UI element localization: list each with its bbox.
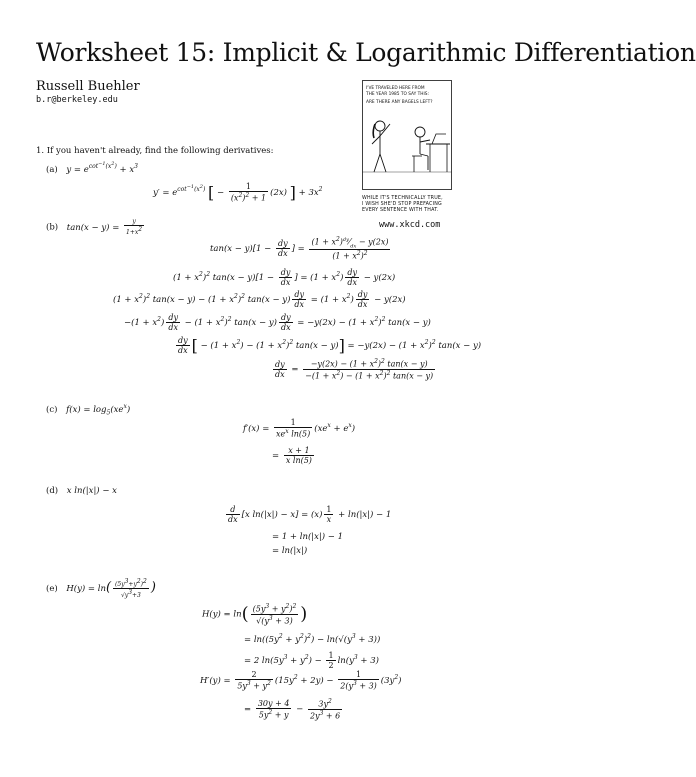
part-c-line-1: f′(x) = $\frac{1}{xe^x \ln(5)}$ $(xe^x + e^x)$ xyxy=(243,418,356,439)
svg-text:THE YEAR 1985 TO SAY THIS:: THE YEAR 1985 TO SAY THIS: xyxy=(366,92,429,97)
part-d xyxy=(46,486,117,496)
part-c-line-2: = $\frac{x + 1}{\text{x ln(5)}}$ xyxy=(272,446,312,465)
part-d-statement: x ln(|x|) − x xyxy=(66,486,117,496)
part-c-label: (c) xyxy=(46,404,58,415)
part-e-line-2: = $\ln((5y^2 + y^2)^2) - \ln(√(y^3 + 3))$ xyxy=(244,633,381,645)
part-a-label: (a) xyxy=(46,164,58,175)
part-a xyxy=(46,161,138,175)
part-b xyxy=(46,218,146,236)
author-name: Russell Buehler xyxy=(36,79,140,94)
part-a-statement: $y = e^{cot^{-1}(x^2)} + x^3$ xyxy=(66,161,138,175)
problem-intro: 1. If you haven't already, find the following derivatives: xyxy=(36,146,274,156)
part-e-line-3: = 2 $\ln(5y^3 + y^2)$ − $\frac{1}{2}$ $\ln(y^3 + 3)$ xyxy=(244,651,379,670)
part-b-line-3: $(1 + x^2)^2$ $\tan(x - y) - (1 + x^2)^2$ tan(x − y) $\frac{dy}{dx}$ = $(1 + x^2)$ $\frac{dy}{dx}$ − y(2x) xyxy=(113,290,406,309)
caption-line-2: I WISH SHE'D STOP PREFACING xyxy=(362,202,442,207)
part-b-line-1: tan(x − y)[1 − $\frac{dy}{dx}$ ] = $\frac{(1 + x^2)^{dy}⁄_{dx} - y(2x)}{(1 + x^2)^2}$ xyxy=(210,236,389,261)
part-c-statement: $f(x) = \log_5(xe^x)$ xyxy=(66,403,131,417)
comic-caption xyxy=(362,196,443,214)
caption-line-1: WHILE IT'S TECHNICALLY TRUE, xyxy=(362,196,443,201)
part-b-line-6: $\frac{dy}{dx}$ = $\frac{-y(2x) - (1 + x^2)^2 \tan(x - y)}{-(1 + x^2) - (1 + x^2)^2 \tan(x - y)}$ xyxy=(275,358,434,381)
svg-text:I'VE TRAVELED HERE FROM: I'VE TRAVELED HERE FROM xyxy=(366,86,425,91)
worksheet-title: Worksheet 15: Implicit & Logarithmic Differentiation xyxy=(36,38,696,67)
caption-line-3: EVERY SENTENCE WITH THAT. xyxy=(362,208,439,213)
part-d-line-1: $\frac{d}{dx}$ [x ln(|x|) − x] = (x) $\frac{1}{x}$ + ln(|x|) − 1 xyxy=(228,505,392,524)
part-b-line-2: $(1 + x^2)^2$ tan(x − y)[1 − $\frac{dy}{dx}$ ] = $(1 + x^2)$ $\frac{dy}{dx}$ − y(2x) xyxy=(173,268,396,287)
part-d-line-2: = 1 + ln(|x|) − 1 xyxy=(272,532,344,542)
part-d-label: (d) xyxy=(46,486,59,496)
comic-credit: www.xkcd.com xyxy=(379,220,441,230)
part-e-line-5: = $\frac{30y + 4}{5y^2 + y}$ − $\frac{3y^2}{2y^3 + 6}$ xyxy=(244,698,341,721)
part-b-label: (b) xyxy=(46,222,59,233)
part-b-line-4: $-(1 + x^2)$ $\frac{dy}{dx}$ − $(1 + x^2)^2$ tan(x − y) $\frac{dy}{dx}$ = $-y(2x) - (1 + x^2)^2$ tan(x − y) xyxy=(124,313,431,332)
part-b-statement: tan(x − y) = $\frac{y}{1+x^2}$ xyxy=(66,218,143,236)
part-d-line-3: = ln(|x|) xyxy=(272,546,308,556)
author-email: b.r@berkeley.edu xyxy=(36,95,118,105)
svg-text:ARE THERE ANY BAGELS LEFT?: ARE THERE ANY BAGELS LEFT? xyxy=(366,100,433,105)
part-e-statement: H(y) = ln( $\frac{(5y^3+y^2)^2}{√y^3+3}$ ) xyxy=(66,578,156,599)
part-e xyxy=(46,578,156,599)
xkcd-comic-image xyxy=(362,80,452,190)
part-e-line-1: H(y) = ln( $\frac{(5y^3 + y^2)^2}{√(y^3 + 3)}$ ) xyxy=(202,603,308,626)
part-c xyxy=(46,403,130,417)
part-a-solution: $y' = e^{cot^{-1}(x^2)}$ [ − $\frac{1}{(x^2)^2 + 1}$ (2x) ] + $3x^2$ xyxy=(153,182,323,203)
part-b-line-5: $\frac{dy}{dx}$ [ − $(1 + x^2) - (1 + x^2)^2$ $\tan(x - y)] = -y(2x) - (1 + x^2)^2$ tan(x − y) xyxy=(178,336,482,355)
part-e-line-4: H′(y) = $\frac{2}{5y^3 + y^2}$ $(15y^2 + 2y)$ − $\frac{1}{2(y^3 + 3)}$ $(3y^2)$ xyxy=(200,670,402,691)
part-e-label: (e) xyxy=(46,584,58,594)
